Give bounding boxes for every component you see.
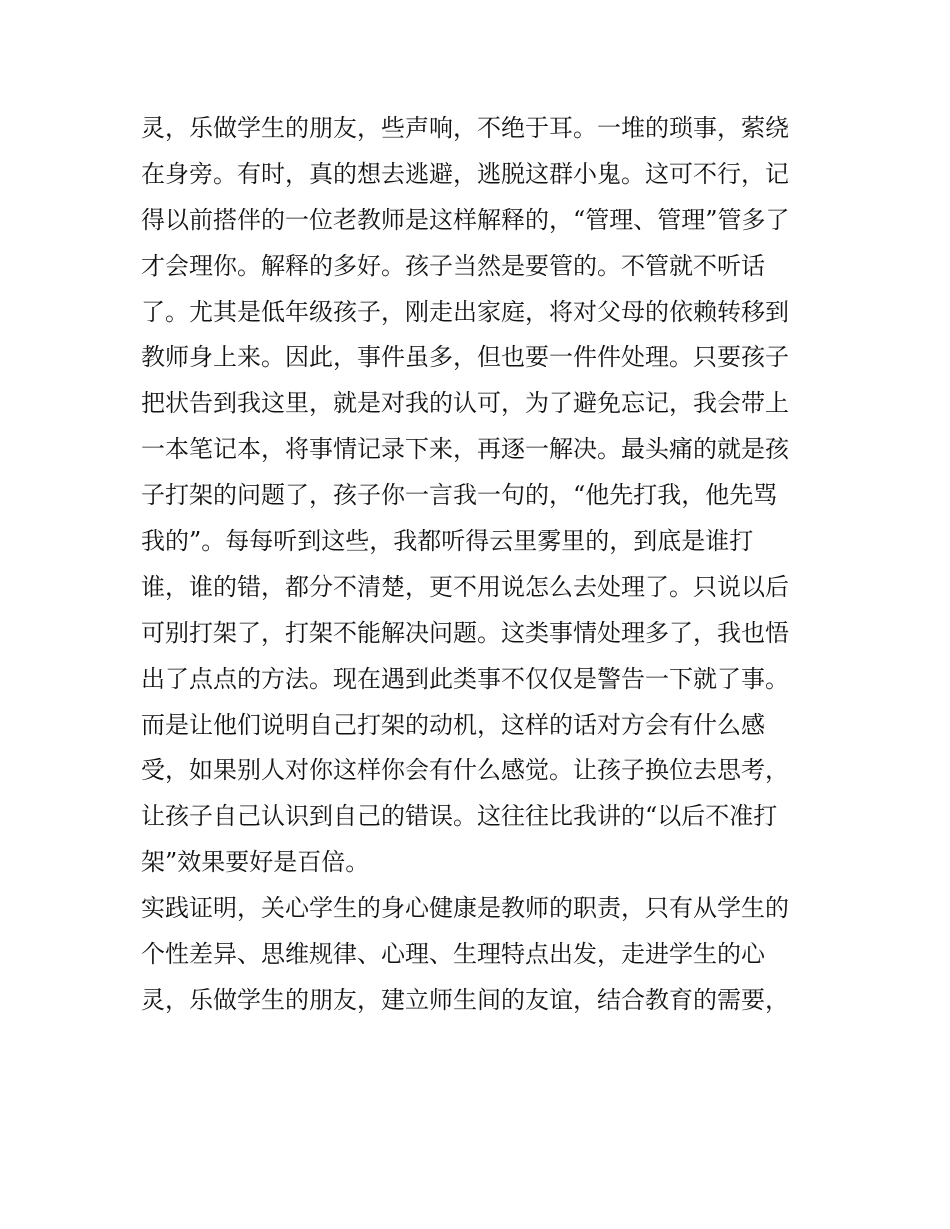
text-line: 才会理你。解释的多好。孩子当然是要管的。不管就不听话	[141, 251, 765, 280]
text-line: 架”效果要好是百倍。	[141, 848, 370, 877]
text-line: 实践证明，关心学生的身心健康是教师的职责，只有从学生的	[141, 894, 789, 923]
text-line: 谁，谁的错，都分不清楚，更不用说怎么去处理了。只说以后	[141, 572, 789, 601]
text-line: 教师身上来。因此，事件虽多，但也要一件件处理。只要孩子	[141, 343, 789, 372]
text-line: 灵，乐做学生的朋友，建立师生间的友谊，结合教育的需要，	[141, 985, 789, 1014]
text-line: 子打架的问题了，孩子你一言我一句的，“他先打我，他先骂	[141, 481, 778, 510]
text-line: 让孩子自己认识到自己的错误。这往往比我讲的“以后不准打	[141, 802, 778, 831]
text-line: 灵，乐做学生的朋友，些声响，不绝于耳。一堆的琐事，萦绕	[141, 114, 789, 142]
text-line: 受，如果别人对你这样你会有什么感觉。让孩子换位去思考，	[141, 756, 789, 785]
text-line: 我的”。每每听到这些，我都听得云里雾里的，到底是谁打	[141, 527, 754, 556]
text-line: 得以前搭伴的一位老教师是这样解释的，“管理、管理”管多了	[141, 205, 790, 234]
text-line: 而是让他们说明自己打架的动机，这样的话对方会有什么感	[141, 710, 765, 739]
text-line: 可别打架了，打架不能解决问题。这类事情处理多了，我也悟	[141, 618, 789, 647]
text-line: 个性差异、思维规律、心理、生理特点出发，走进学生的心	[141, 940, 765, 969]
text-line: 一本笔记本，将事情记录下来，再逐一解决。最头痛的就是孩	[141, 435, 789, 464]
text-line: 了。尤其是低年级孩子，刚走出家庭，将对父母的依赖转移到	[141, 297, 789, 326]
text-line: 把状告到我这里，就是对我的认可，为了避免忘记，我会带上	[141, 389, 789, 418]
body-text	[141, 106, 821, 1024]
text-line: 出了点点的方法。现在遇到此类事不仅仅是警告一下就了事。	[141, 664, 789, 693]
text-line: 在身旁。有时，真的想去逃避，逃脱这群小鬼。这可不行，记	[141, 159, 789, 188]
